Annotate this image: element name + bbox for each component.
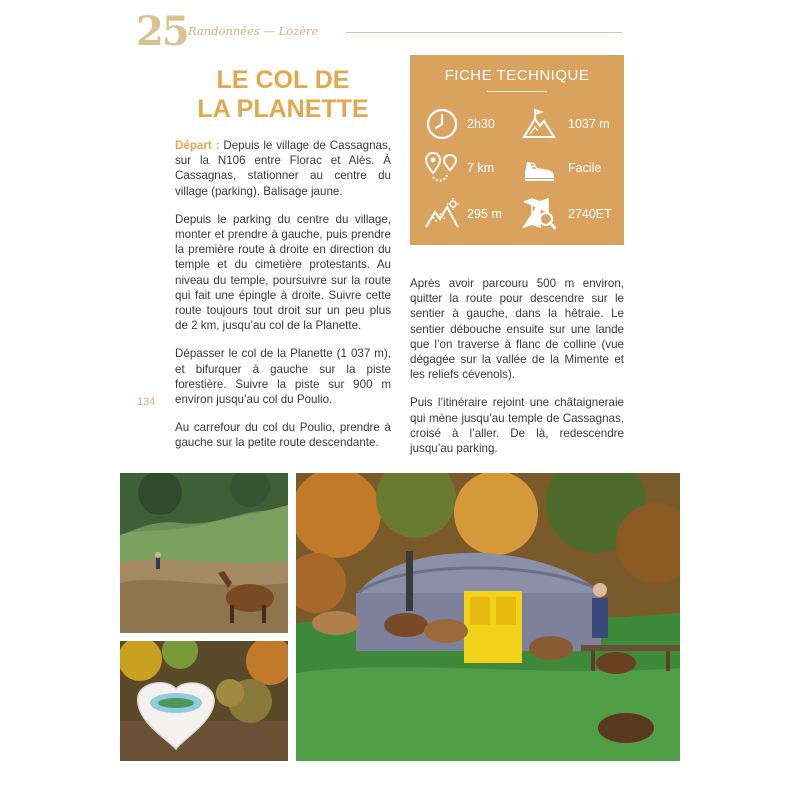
paragraph: Puis l’itinéraire rejoint une châtaigneraie qui mène jusqu’au temple de Cassagnas, croisé à l’aller. De là, redescendre jusqu’au parking.: [410, 396, 624, 456]
paragraph: Depuis le parking du centre du village, monter et prendre à gauche, puis prendre la première route à droite en direction du temple et du cimetière protestants. Au niveau du temple, poursuivre sur la route qui fait une épingle à droite. Suivre cette route toujours tout droit sur un peu plus de 2 km, jusqu’au col de la Planette.: [175, 212, 391, 333]
depart-text: Depuis le village de Cassagnas, sur la N106 entre Florac et Alès. À Cassagnas, stationner au centre du village (parking). Balisage jaune.: [175, 139, 391, 198]
summit-icon: [522, 107, 556, 141]
elevation-value: 295 m: [467, 207, 502, 221]
paragraph: Dépasser le col de la Planette (1 037 m), et bifurquer à gauche sur la piste forestière. Suivre la piste sur 900 m environ jusqu’au col du Poulio.: [175, 347, 391, 407]
photo-yurt-goats: [296, 473, 680, 761]
fiche-title: FICHE TECHNIQUE: [444, 67, 590, 84]
chapter-number: 25: [136, 8, 188, 55]
altitude-value: 1037 m: [568, 117, 610, 131]
map-icon: [522, 197, 556, 231]
title-line-2: LA PLANETTE: [197, 95, 369, 123]
page-title: [175, 66, 391, 124]
photo-cheese-chestnuts: [120, 641, 288, 761]
map-value: 2740ET: [568, 207, 612, 221]
route-icon: [425, 151, 459, 185]
paragraph-depart: [175, 138, 391, 199]
difficulty-value: Facile: [568, 161, 602, 175]
clock-icon: [425, 107, 459, 141]
photo-hillside-goat: [120, 473, 288, 633]
fiche-technique-box: [410, 55, 624, 245]
text-column-left: [175, 138, 391, 464]
elevation-icon: [425, 197, 459, 231]
paragraph: Après avoir parcouru 500 m environ, quitter la route pour descendre sur le sentier à gauche, dans la hêtraie. Le sentier débouche ensuite sur une lande que l’on traverse à flanc de colline (vue dégagée sur la vallée de la Mimente et les reliefs cévenols).: [410, 277, 624, 382]
depart-label: Départ :: [175, 139, 220, 152]
page-number: 134: [137, 396, 156, 408]
running-head: Randonnées — Lozère: [188, 24, 319, 38]
header-rule: [346, 32, 622, 33]
title-line-1: LE COL DE: [216, 66, 350, 94]
shoe-icon: [522, 151, 556, 185]
distance-value: 7 km: [467, 161, 495, 175]
fiche-rule: [487, 91, 547, 92]
text-column-right: [410, 276, 624, 469]
duration-value: 2h30: [467, 117, 495, 131]
paragraph: Au carrefour du col du Poulio, prendre à gauche sur la petite route descendante.: [175, 421, 391, 450]
